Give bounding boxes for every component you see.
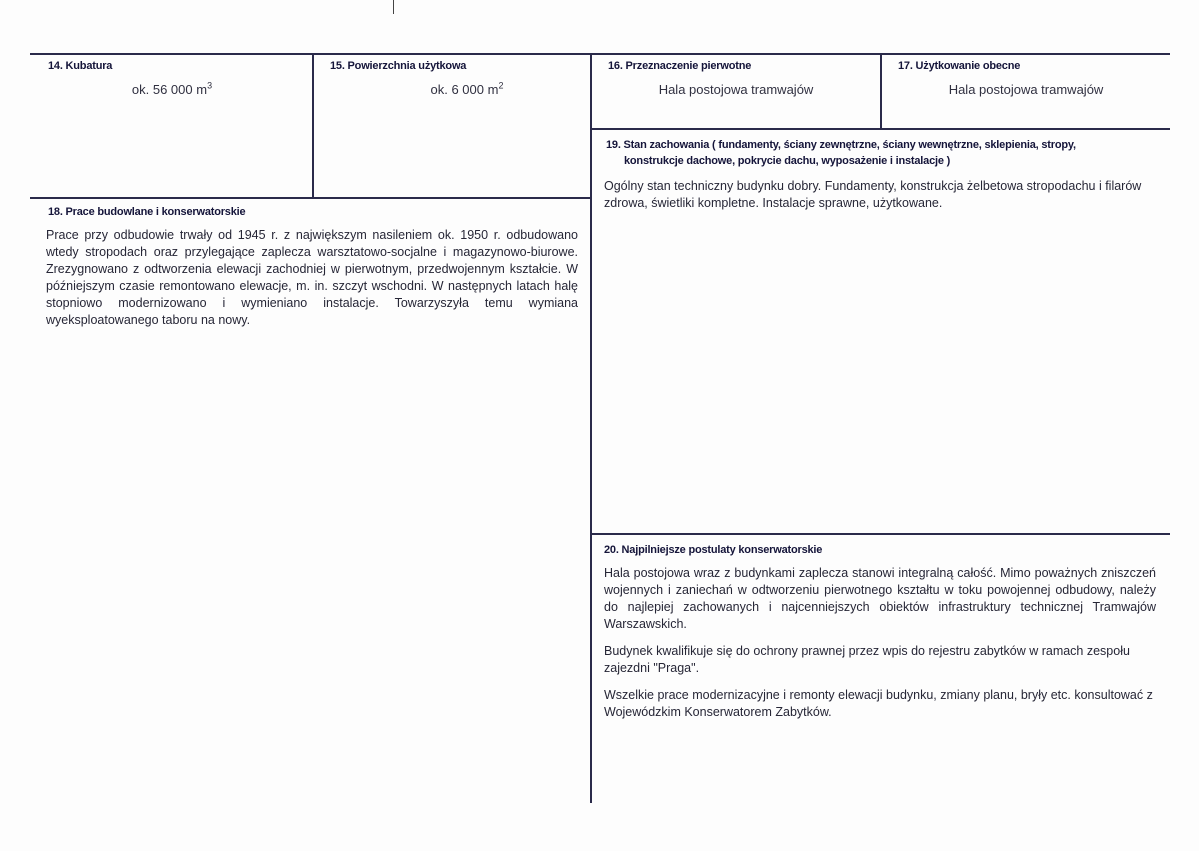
cell-16-label: 16. Przeznaczenie pierwotne <box>608 60 752 72</box>
cell-18-text: Prace przy odbudowie trwały od 1945 r. z największym nasileniem ok. 1950 r. odbudowano wtedy stropodach oraz przylegające zaplecza warsztatowo-socjalne i magazynowo-biurowe. Zrezygnowano z odtworzenia elewacji zachodniej w pierwotnym, przedwojennym kształcie. W późniejszym czasie remontowano elewacje, m. in. szczyt wschodni. W następnych latach halę stopniowo modernizowano i wymieniano instalacje. Towarzyszyła temu wymiana wyeksploatowanego taboru na nowy. <box>46 228 578 327</box>
cell-20-paragraph-2: Budynek kwalifikuje się do ochrony prawnej przez wpis do rejestru zabytków w ramach zespołu zajezdni "Praga". <box>604 644 1130 675</box>
center-divider <box>590 53 592 803</box>
cell-14-label: 14. Kubatura <box>48 60 113 72</box>
cell-17-value: Hala postojowa tramwajów <box>948 82 1104 97</box>
row-divider-20 <box>591 533 1170 535</box>
cell-18-label: 18. Prace budowlane i konserwatorskie <box>48 206 246 218</box>
cell-14-value-text: ok. 56 000 m <box>131 82 208 97</box>
cell-15-label: 15. Powierzchnia użytkowa <box>330 60 467 72</box>
cell-20-paragraph-3: Wszelkie prace modernizacyjne i remonty elewacji budynku, zmiany planu, bryły etc. konsultować z Wojewódzkim Konserwatorem Zabytków. <box>604 688 1153 719</box>
row-divider-left <box>30 197 591 199</box>
cell-14-value-exponent: 3 <box>207 80 213 91</box>
cell-20-label: 20. Najpilniejsze postulaty konserwatorskie <box>604 544 823 556</box>
cell-15-value-text: ok. 6 000 m <box>430 82 499 97</box>
cell-20-text <box>604 565 1156 731</box>
cell-19-text: Ogólny stan techniczny budynku dobry. Fundamenty, konstrukcja żelbetowa stropodachu i filarów zdrowa, świetliki kompletne. Instalacje sprawne, użytkowane. <box>604 179 1142 210</box>
cell-15-value-exponent: 2 <box>498 80 504 91</box>
cell-20-paragraph-1: Hala postojowa wraz z budynkami zaplecza stanowi integralną całość. Mimo poważnych zniszczeń wojennych i zaniechań w odtworzeniu pierwotnego kształtu w toku powojennej odbudowy, należy do najlepiej zachowanych i najcenniejszych obiektów infrastruktury technicznej Tramwajów Warszawskich. <box>604 566 1156 631</box>
cell-17-label: 17. Użytkowanie obecne <box>898 60 1021 72</box>
cell-14-value <box>32 82 312 97</box>
cell-15-value <box>314 82 590 97</box>
cell-16-value: Hala postojowa tramwajów <box>658 82 814 97</box>
fold-mark <box>393 0 394 14</box>
top-border-left <box>30 53 591 55</box>
cell-19-label-line2: konstrukcje dachowe, pokrycie dachu, wyposażenie i instalacje ) <box>624 155 951 167</box>
divider-14-15 <box>312 53 314 198</box>
cell-19-label-line1: 19. Stan zachowania ( fundamenty, ściany zewnętrzne, ściany wewnętrzne, sklepienia, stropy, <box>606 139 1076 151</box>
